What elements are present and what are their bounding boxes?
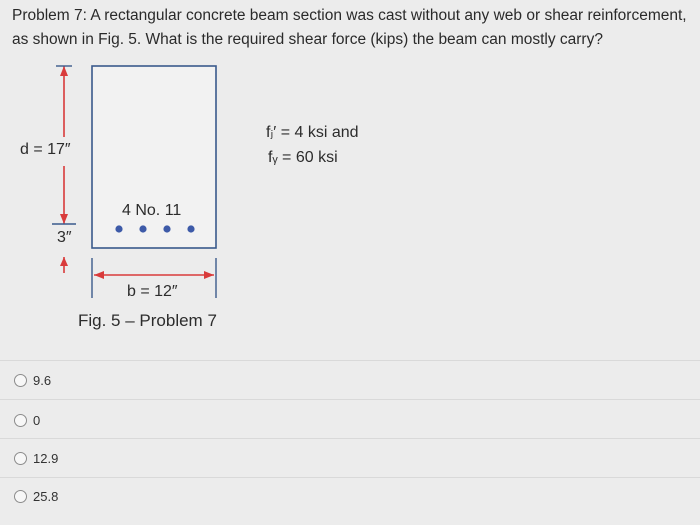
material-properties: [266, 120, 359, 170]
cover-arrowhead: [60, 257, 68, 266]
radio-button-icon[interactable]: [14, 490, 27, 503]
rebar-dot-2: [139, 225, 146, 232]
option-label: 25.8: [33, 489, 59, 504]
option-label: 12.9: [33, 451, 59, 466]
option-label: 9.6: [33, 373, 52, 388]
answer-option[interactable]: [14, 373, 51, 388]
rebar-dot-3: [163, 225, 170, 232]
question-text: Problem 7: A rectangular concrete beam section was cast without any web or shear reinforcement, as shown in Fig. 5. What is the required shear force (kips) the beam can mostly carry?: [12, 7, 687, 48]
d-dimension-label: d = 17″: [20, 141, 71, 158]
cover-dimension-label: 3″: [57, 229, 72, 246]
beam-section-outline: [92, 66, 216, 248]
option-divider: [0, 477, 700, 478]
beam-section-drawing: [0, 52, 700, 352]
option-label: 0: [33, 413, 41, 428]
option-divider: [0, 360, 700, 361]
b-arrowhead-right: [204, 271, 214, 279]
answer-option[interactable]: [14, 489, 58, 504]
b-arrowhead-left: [94, 271, 104, 279]
rebar-label: 4 No. 11: [122, 202, 182, 219]
width-dimension-label: b = 12″: [127, 283, 178, 300]
option-divider: [0, 399, 700, 400]
d-arrowhead-top: [60, 66, 68, 76]
fy-label: fᵧ = 60 ksi: [268, 149, 338, 166]
fc-label: fⱼ′ = 4 ksi and: [266, 124, 359, 141]
radio-button-icon[interactable]: [14, 374, 27, 387]
rebar-dot-1: [115, 225, 122, 232]
beam-figure: [0, 52, 700, 352]
option-divider: [0, 438, 700, 439]
radio-button-icon[interactable]: [14, 414, 27, 427]
rebar-dot-4: [187, 225, 194, 232]
radio-button-icon[interactable]: [14, 452, 27, 465]
d-arrowhead-bottom: [60, 214, 68, 224]
answer-option[interactable]: [14, 413, 40, 428]
answer-option[interactable]: [14, 451, 58, 466]
figure-caption: Fig. 5 – Problem 7: [78, 311, 217, 330]
